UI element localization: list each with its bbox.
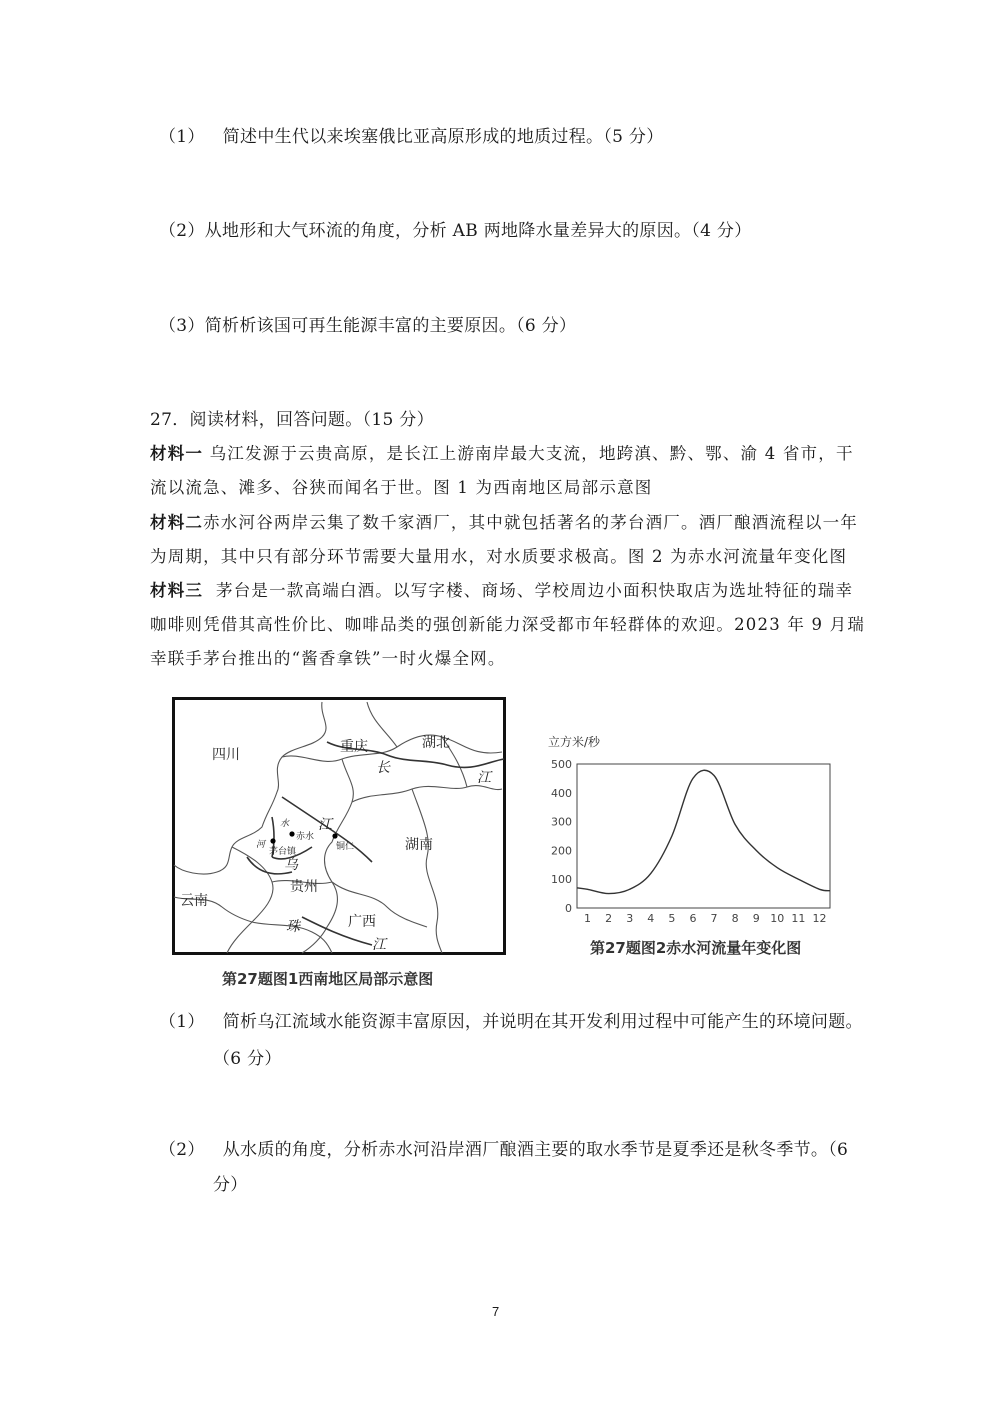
material-1-label: 材料一 [150, 444, 204, 463]
map-label-jiang-right: 江 [477, 770, 491, 786]
y-tick-label: 400 [551, 786, 572, 800]
y-tick-label: 200 [551, 844, 572, 858]
map-label-guizhou: 贵州 [290, 879, 318, 895]
material-3-label: 材料三 [150, 581, 204, 600]
chishui-point [289, 831, 294, 836]
map-label-guangxi: 广西 [348, 914, 376, 930]
series-line [577, 770, 830, 893]
map-label-jiang-bottom: 江 [372, 937, 386, 953]
map-label-chongqing: 重庆 [340, 739, 368, 755]
map-label-chang: 长 [376, 760, 390, 776]
material-2-label: 材料二 [150, 513, 204, 532]
southwest-map [172, 697, 506, 955]
chart-title: 第27题图2赤水河流量年变化图 [590, 939, 802, 957]
material-2-line-1 [150, 509, 858, 533]
question-number: （1） [159, 127, 205, 147]
map-label-jiang-mid: 江 [318, 817, 332, 833]
question-text: 从水质的角度，分析赤水河沿岸酒厂酿酒主要的取水季节是夏季还是秋冬季节。（6 [222, 1140, 849, 1160]
x-tick-label: 7 [710, 912, 718, 925]
flow-chart [540, 728, 840, 928]
x-tick-label: 11 [791, 912, 806, 925]
question-text: 简述中生代以来埃塞俄比亚高原形成的地质过程。（5 分） [222, 127, 664, 147]
question-27-heading: 27．阅读材料，回答问题。（15 分） [150, 410, 434, 430]
southwest-map-figure [172, 697, 506, 955]
material-3-line-3: 幸联手茅台推出的“酱香拿铁”一时火爆全网。 [150, 649, 506, 668]
page-number: 7 [492, 1304, 500, 1319]
q27-sub-2 [159, 1132, 848, 1169]
chart-ylabel: 立方米/秒 [548, 735, 601, 749]
material-1-line-1 [150, 440, 854, 464]
prev-question-3 [159, 311, 576, 336]
x-tick-label: 12 [812, 912, 827, 925]
q27-sub-2-line-2: 分） [213, 1175, 248, 1195]
y-tick-label: 100 [551, 873, 572, 887]
q27-sub-1 [159, 1004, 863, 1041]
prev-question-1 [159, 122, 664, 147]
map-label-sichuan: 四川 [212, 747, 240, 763]
plot-area-frame [577, 764, 830, 908]
x-tick-label: 9 [752, 912, 760, 925]
question-number: （1） [159, 1012, 205, 1032]
y-tick-label: 0 [565, 902, 572, 915]
map-label-maotai: 茅台镇 [269, 847, 297, 857]
flow-chart-figure [540, 728, 840, 928]
question-number: （3） [159, 316, 205, 336]
q27-sub-1-line-2: （6 分） [213, 1049, 282, 1069]
x-tick-label: 1 [584, 912, 592, 925]
maotai-point [270, 838, 275, 843]
map-label-hunan: 湖南 [405, 837, 433, 853]
material-1-text: 乌江发源于云贵高原，是长江上游南岸最大支流，地跨滇、黔、鄂、渝 4 省市，干 [209, 444, 854, 463]
question-text: 简析乌江流域水能资源丰富原因，并说明在其开发利用过程中可能产生的环境问题。 [222, 1012, 863, 1032]
material-2-line-2: 为周期，其中只有部分环节需要大量用水，对水质要求极高。图 2 为赤水河流量年变化图 [150, 547, 848, 566]
map-label-wu: 乌 [284, 857, 298, 873]
map-label-chishui: 赤水 [296, 832, 315, 842]
x-tick-label: 6 [689, 912, 697, 925]
y-tick-label: 300 [551, 815, 572, 829]
map-caption: 第27题图1西南地区局部示意图 [222, 970, 434, 988]
tongren-point [332, 833, 337, 838]
x-tick-label: 4 [647, 912, 655, 925]
map-label-shui: 水 [280, 819, 290, 829]
map-label-zhu: 珠 [286, 919, 300, 935]
x-tick-label: 8 [731, 912, 739, 925]
x-tick-label: 10 [770, 912, 785, 925]
x-tick-label: 5 [668, 912, 676, 925]
material-3-text: 茅台是一款高端白酒。以写字楼、商场、学校周边小面积快取店为选址特征的瑞幸 [216, 581, 854, 600]
map-label-he: 河 [256, 840, 266, 850]
map-label-tongren: 铜仁 [336, 842, 355, 852]
question-text: 简析析该国可再生能源丰富的主要原因。（6 分） [204, 316, 577, 336]
y-tick-label: 500 [551, 758, 572, 771]
map-label-hubei: 湖北 [422, 735, 450, 751]
question-text: 从地形和大气环流的角度，分析 AB 两地降水量差异大的原因。（4 分） [204, 221, 752, 241]
x-tick-label: 2 [605, 912, 613, 925]
prev-question-2 [159, 216, 752, 241]
material-1-line-2: 流以流急、滩多、谷狭而闻名于世。图 1 为西南地区局部示意图 [150, 478, 653, 497]
question-number: （2） [159, 221, 205, 241]
x-tick-label: 3 [626, 912, 634, 925]
map-label-yunnan: 云南 [180, 893, 208, 909]
material-2-text: 赤水河谷两岸云集了数千家酒厂，其中就包括著名的茅台酒厂。酒厂酿酒流程以一年 [203, 513, 859, 532]
material-3-line-2: 咖啡则凭借其高性价比、咖啡品类的强创新能力深受都市年轻群体的欢迎。2023 年 9 月瑞 [150, 615, 866, 634]
question-number: （2） [159, 1140, 205, 1160]
material-3-line-1 [150, 577, 853, 601]
